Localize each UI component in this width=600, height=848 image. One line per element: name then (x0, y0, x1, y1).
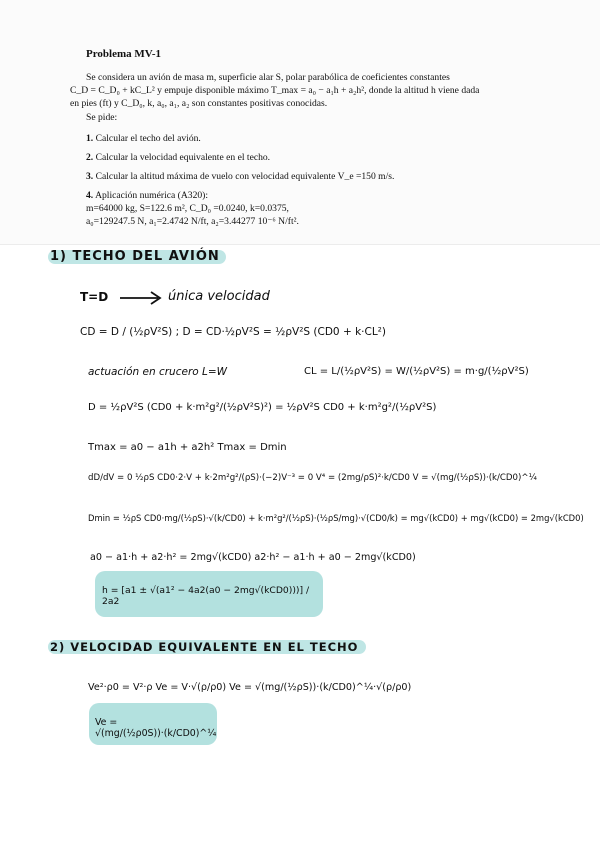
item-3-num: 3. (86, 171, 94, 182)
item-1-num: 1. (86, 133, 94, 144)
intro-line-1: Se considera un avión de masa m, superficie alar S, polar parabólica de coeficientes constantes (86, 72, 450, 83)
ask-line: Se pide: (86, 112, 118, 123)
cl-line: CL = L/(½ρV²S) = W/(½ρV²S) = m·g/(½ρV²S) (304, 366, 529, 377)
item-2-text: Calcular la velocidad equivalente en el techo. (95, 152, 271, 163)
intro-line-3: en pies (ft) y C_D₀, k, a₀, a₁, a₂ son constantes positivas conocidas. (70, 98, 328, 109)
item-1 (86, 133, 201, 146)
cd-line: CD = D / (½ρV²S) ; D = CD·½ρV²S = ½ρV²S (CD0 + k·CL²) (80, 326, 386, 338)
td-line: T=D (80, 290, 109, 304)
item-2 (86, 152, 270, 165)
problem-title: Problema MV-1 (86, 48, 162, 60)
item-1-text: Calcular el techo del avión. (95, 133, 201, 144)
item-3-text: Calcular la altitud máxima de vuelo con velocidad equivalente V_e =150 m/s. (95, 171, 395, 182)
data-line-2: a₀=129247.5 N, a₁=2.4742 N/ft, a₂=3.44277 10⁻⁶ N/ft². (86, 216, 299, 227)
section-1-heading: 1) TECHO DEL AVIÓN (50, 249, 220, 264)
item-4 (86, 190, 208, 203)
item-2-num: 2. (86, 152, 94, 163)
td-result: única velocidad (168, 289, 270, 304)
section-2-heading: 2) VELOCIDAD EQUIVALENTE EN EL TECHO (50, 640, 359, 654)
item-4-num: 4. (86, 190, 94, 201)
tmax-line: Tmax = a0 − a1h + a2h² Tmax = Dmin (88, 442, 287, 453)
dmin-line: Dmin = ½ρS CD0·mg/(½ρS)·√(k/CD0) + k·m²g²/(½ρS)·(½ρS/mg)·√(CD0/k) = mg√(kCD0) + mg√(kCD0) = 2mg√(kCD0) (88, 513, 584, 523)
arrow-icon (118, 290, 164, 306)
h-formula: h = [a1 ± √(a1² − 4a2(a0 − 2mg√(kCD0)))] / 2a2 (102, 585, 310, 607)
intro-line-2: C_D = C_D₀ + kC_L² y empuje disponible máximo T_max = a₀ − a₁h + a₂h², donde la altitud h viene dada (70, 85, 480, 96)
data-line-1: m=64000 kg, S=122.6 m², C_D₀ =0.0240, k=0.0375, (86, 203, 289, 214)
d-line: D = ½ρV²S (CD0 + k·m²g²/(½ρV²S)²) = ½ρV²S CD0 + k·m²g²/(½ρV²S) (88, 402, 437, 413)
cruise-label: actuación en crucero L=W (88, 366, 228, 378)
item-3 (86, 171, 394, 184)
eq-line: a0 − a1·h + a2·h² = 2mg√(kCD0) a2·h² − a1·h + a0 − 2mg√(kCD0) (90, 552, 416, 563)
deriv-line: dD/dV = 0 ½ρS CD0·2·V + k·2m²g²/(ρS)·(−2)V⁻³ = 0 V⁴ = (2mg/ρS)²·k/CD0 V = √(mg/(½ρS))·(k/CD0)^¼ (88, 473, 537, 483)
item-4-text: Aplicación numérica (A320): (95, 190, 209, 201)
ve-line: Ve²·ρ0 = V²·ρ Ve = V·√(ρ/ρ0) Ve = √(mg/(½ρS))·(k/CD0)^¼·√(ρ/ρ0) (88, 682, 412, 693)
problem-statement (0, 0, 600, 245)
ve-formula: Ve = √(mg/(½ρ0S))·(k/CD0)^¼ (95, 717, 217, 739)
